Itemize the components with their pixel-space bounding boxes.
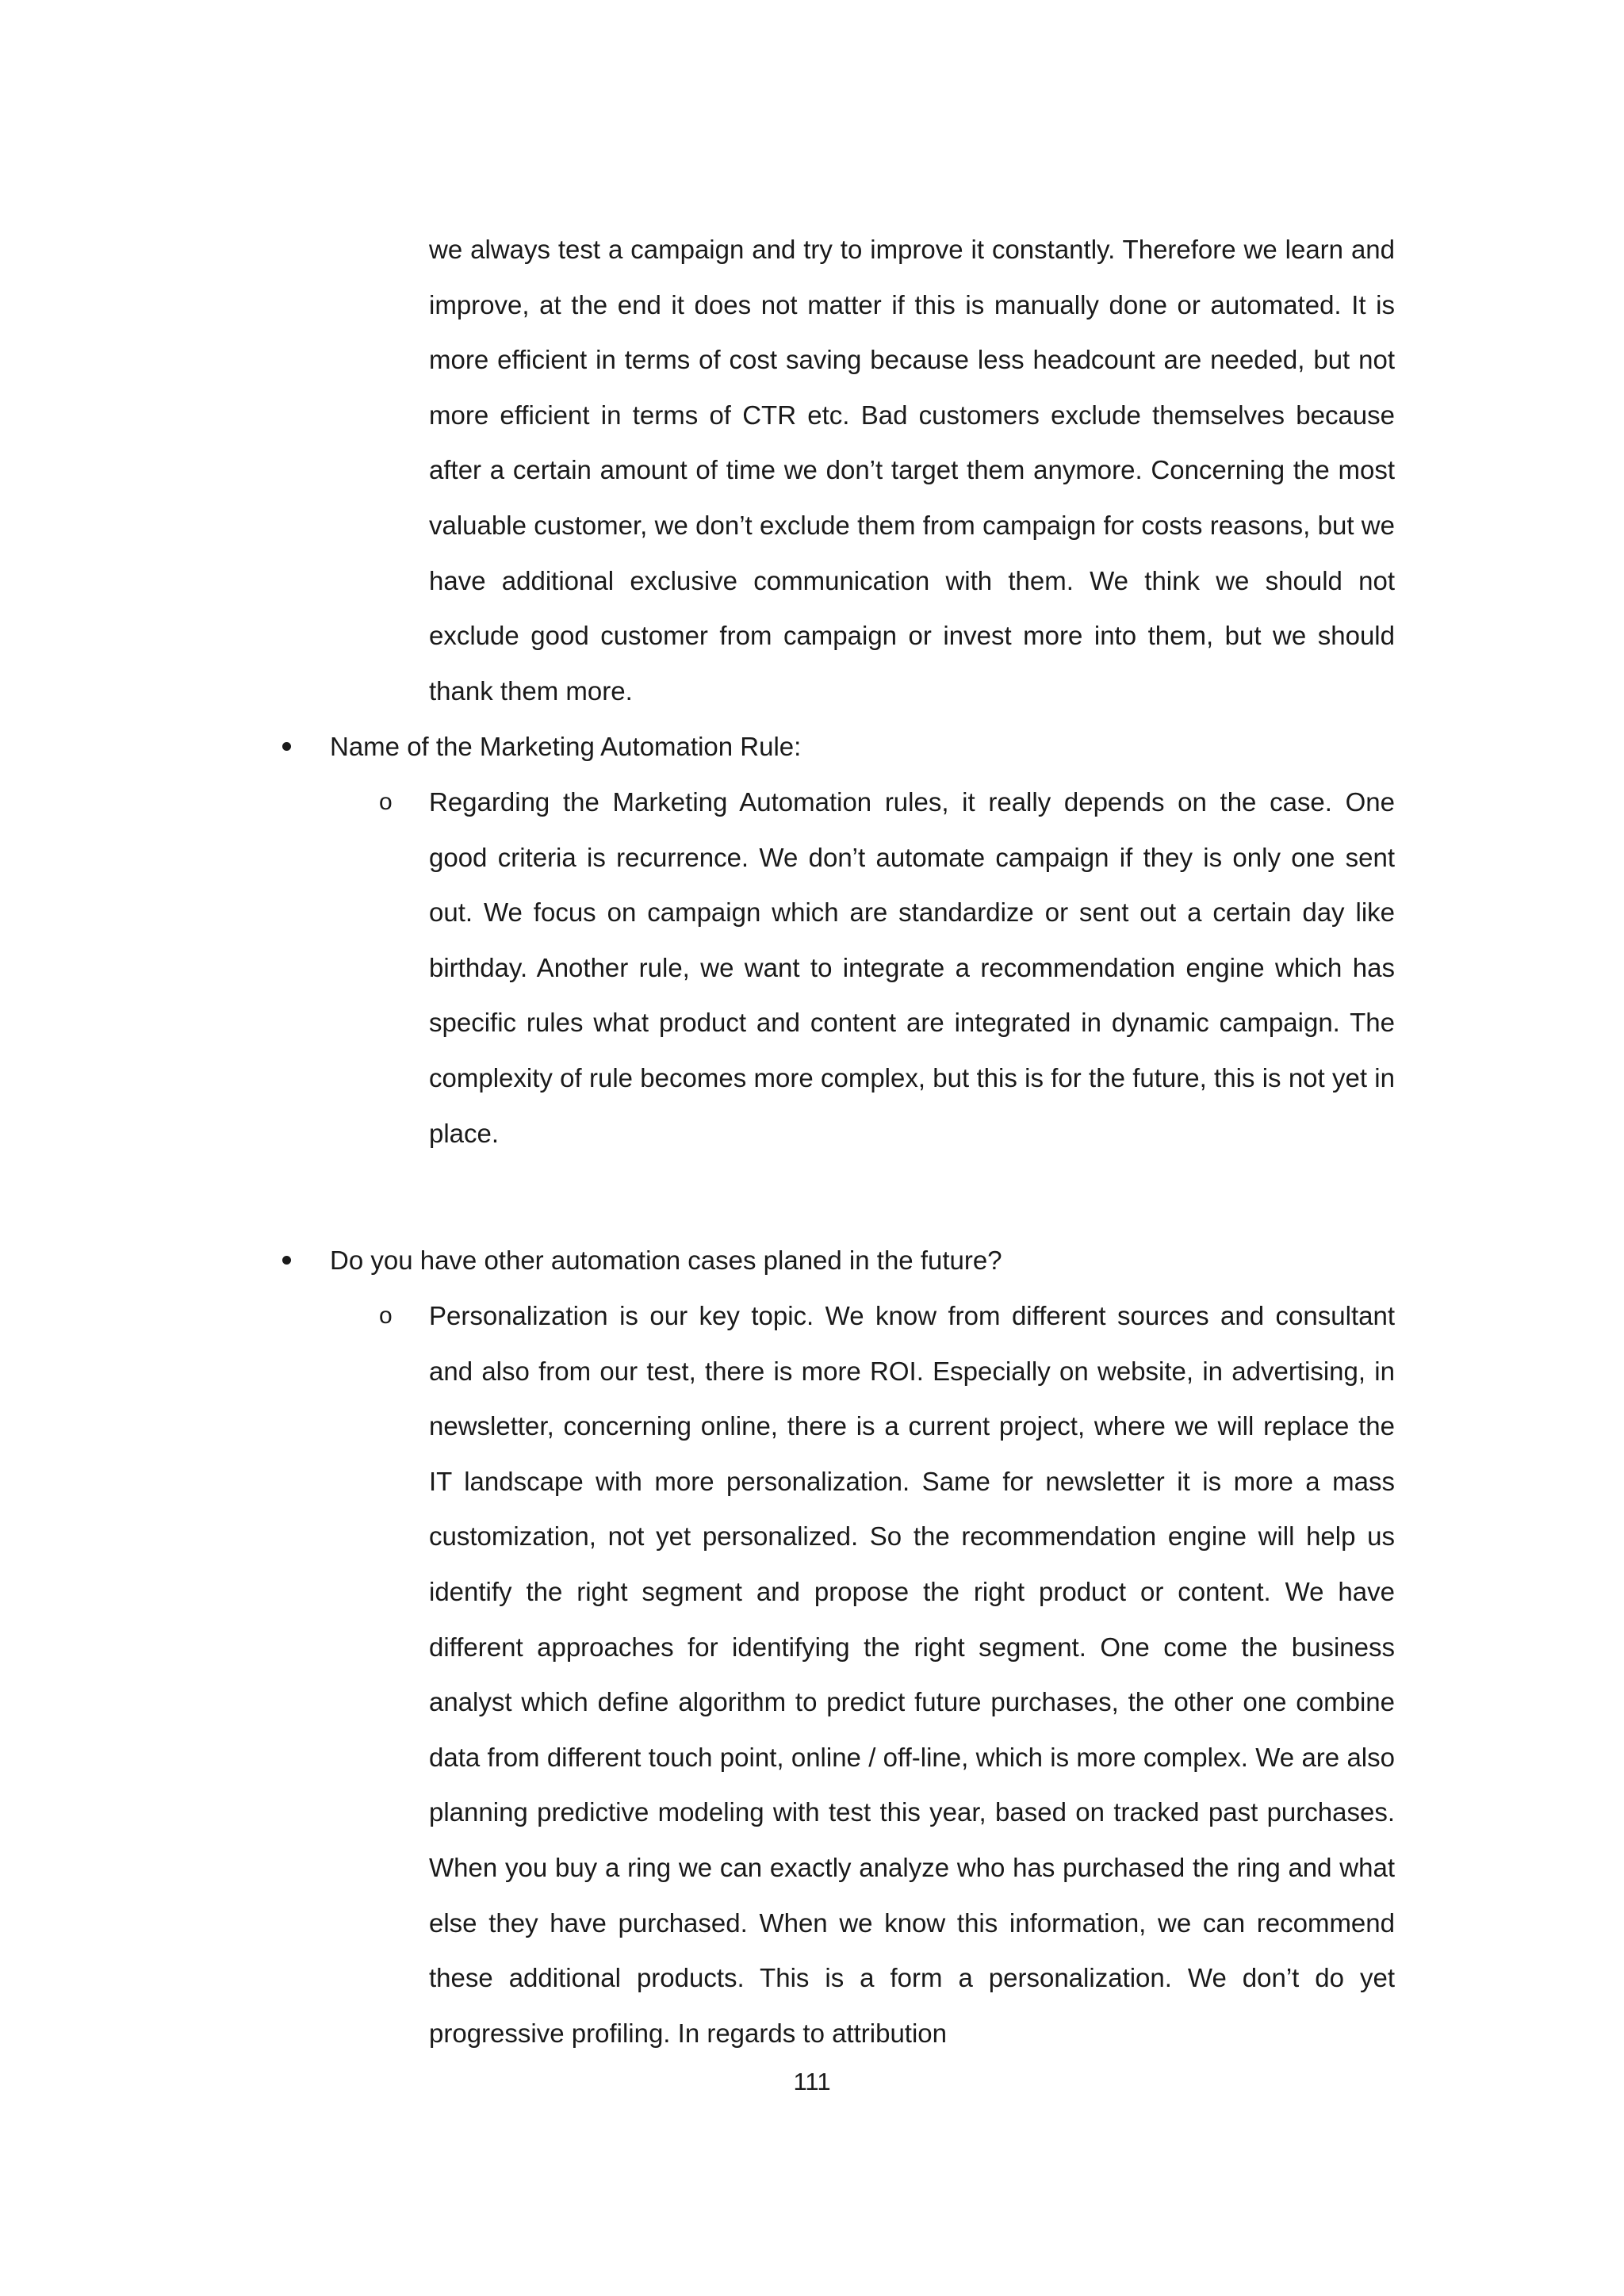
bullet-heading: Do you have other automation cases planed in the future?: [330, 1246, 1002, 1275]
bullet-dot-icon: [282, 1256, 291, 1265]
sub-bullet-marker: o: [379, 1303, 393, 1329]
bullet-heading: Name of the Marketing Automation Rule:: [330, 732, 802, 761]
bullet-dot-icon: [282, 742, 291, 751]
page-number: 111: [793, 2068, 831, 2095]
paragraph-continuation: we always test a campaign and try to improve it constantly. Therefore we learn and improve, at the end it does not matter if this is manually done or automated. It is more efficient in terms of cost saving because less headcount are needed, but not more efficient in terms of CTR etc. Bad customers exclude themselves because after a certain amount of time we don’t target them anymore. Concerning the most valuable customer, we don’t exclude them from campaign for costs reasons, but we have additional exclusive communication with them. We think we should not exclude good customer from campaign or invest more into them, but we should thank them more.: [429, 235, 1395, 706]
sub-bullet-marker: o: [379, 789, 393, 815]
bullet-answer: Personalization is our key topic. We know from different sources and consultant and also from our test, there is more ROI. Especially on website, in advertising, in newsletter, concerning online, there is a current project, where we will replace the IT landscape with more personalization. Same for newsletter it is more a mass customization, not yet personalized. So the recommendation engine will help us identify the right segment and propose the right product or content. We have different approaches for identifying the right segment. One come the business analyst which define algorithm to predict future purchases, the other one combine data from different touch point, online / off-line, which is more complex. We are also planning predictive modeling with test this year, based on tracked past purchases. When you buy a ring we can exactly analyze who has purchased the ring and what else they have purchased. When we know this information, we can recommend these additional products. This is a form a personalization. We don’t do yet progressive profiling. In regards to attribution: [429, 1301, 1395, 2048]
bullet-answer: Regarding the Marketing Automation rules, it really depends on the case. One good criteria is recurrence. We don’t automate campaign if they is only one sent out. We focus on campaign which are standardize or sent out a certain day like birthday. Another rule, we want to integrate a recommendation engine which has specific rules what product and content are integrated in dynamic campaign. The complexity of rule becomes more complex, but this is for the future, this is not yet in place.: [429, 787, 1395, 1148]
